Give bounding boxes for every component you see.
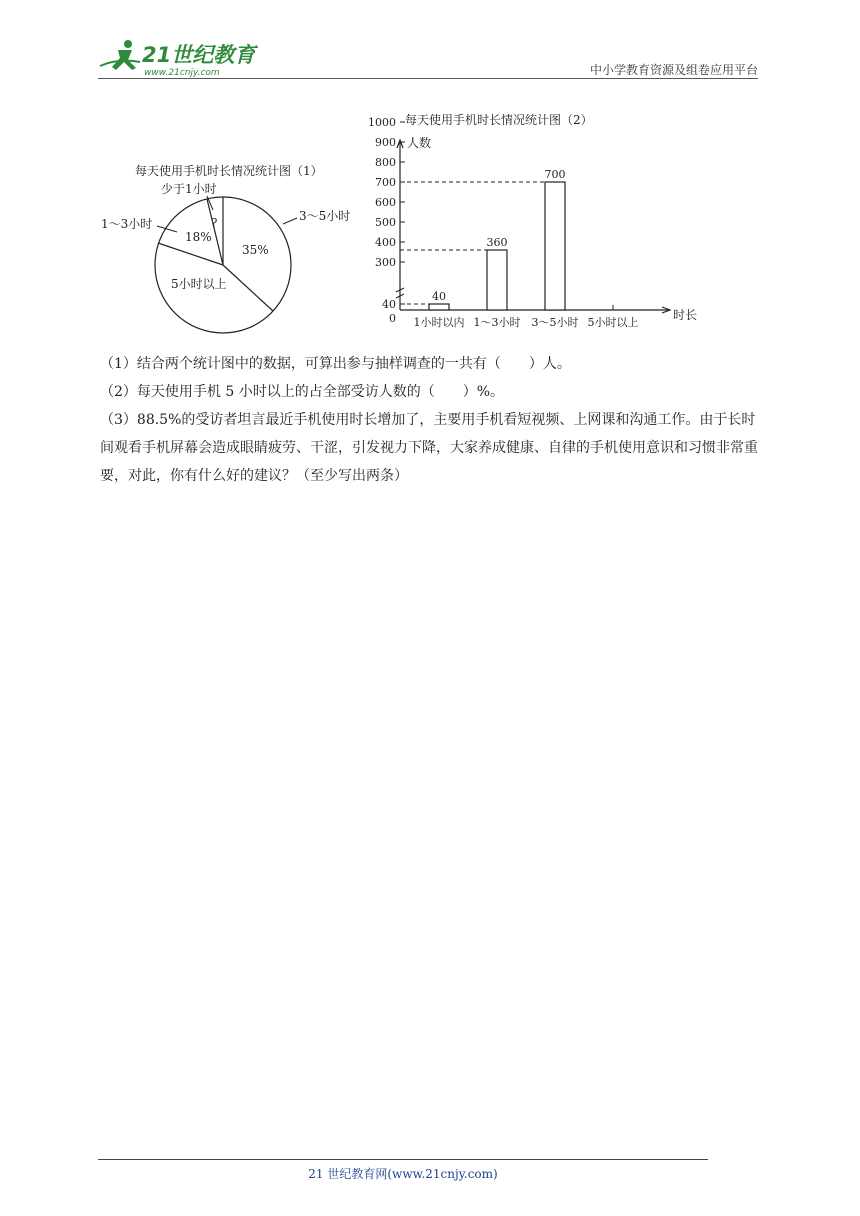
y-tick-label: 400 [375, 236, 396, 249]
logo [98, 36, 268, 80]
footer-link[interactable]: 21 世纪教育网(www.21cnjy.com) [308, 1167, 498, 1181]
pie-divider-18 [158, 243, 223, 265]
header-divider [98, 78, 758, 79]
bar-chart [368, 112, 697, 329]
page-header [98, 36, 758, 80]
y-tick-label: 0 [389, 312, 396, 325]
y-tick-label: 800 [375, 156, 396, 169]
bar-ylabel: 人数 [407, 136, 432, 150]
question-1: （1）结合两个统计图中的数据，可算出参与抽样调查的一共有（ ）人。 [100, 356, 571, 372]
pie-slice-label: 5小时以上 [171, 277, 227, 291]
footer-divider [98, 1159, 708, 1160]
bar [429, 304, 449, 310]
pie-slice-label: 3～5小时 [299, 209, 351, 223]
pie-chart [101, 163, 350, 333]
bar-data-label: 40 [432, 290, 446, 303]
pie-leader-3-5 [283, 218, 297, 224]
pie-slice-value: 18% [185, 230, 212, 244]
bar-title: 每天使用手机时长情况统计图（2） [405, 113, 593, 127]
y-tick-label: 500 [375, 216, 396, 229]
bar-data-label: 700 [544, 168, 566, 181]
x-tick-label: 3～5小时 [531, 316, 579, 329]
question-2: （2）每天使用手机 5 小时以上的占全部受访人数的（ ）%。 [100, 384, 505, 400]
bar [487, 250, 507, 310]
bar-xlabel: 时长 [673, 308, 698, 322]
pie-slice-label: 少于1小时 [161, 182, 217, 196]
question-3: （3）88.5%的受访者坦言最近手机使用时长增加了，主要用手机看短视频、上网课和沟通工作。由于长时间观看手机屏幕会造成眼睛疲劳、干涩，引发视力下降，大家养成健康、自律的手机使用意识和习惯非常重要，对此，你有什么好的建议？（至少写出两条） [100, 412, 758, 484]
bar-data-label: 360 [486, 236, 508, 249]
pie-slice-value: ? [211, 216, 218, 230]
figures [95, 100, 715, 340]
site-tagline: 中小学教育资源及组卷应用平台 [589, 63, 758, 77]
y-tick-label: 40 [382, 298, 396, 311]
y-tick-label: 600 [375, 196, 396, 209]
pie-slice-value: 35% [242, 243, 269, 257]
question-list [100, 350, 765, 490]
y-tick-label: 700 [375, 176, 396, 189]
pie-divider-35 [223, 265, 273, 311]
runner-icon [100, 40, 140, 70]
y-tick-label: 1000 [368, 116, 396, 129]
y-tick-label: 900 [375, 136, 396, 149]
x-tick-label: 1～3小时 [473, 316, 521, 329]
bar [545, 182, 565, 310]
y-tick-label: 300 [375, 256, 396, 269]
x-tick-label: 1小时以内 [413, 316, 465, 329]
pie-slice-label: 1～3小时 [101, 217, 153, 231]
x-tick-label: 5小时以上 [587, 316, 639, 329]
logo-url: www.21cnjy.com [144, 68, 220, 78]
logo-text: 21世纪教育 [142, 43, 256, 67]
pie-title: 每天使用手机时长情况统计图（1） [135, 164, 323, 178]
